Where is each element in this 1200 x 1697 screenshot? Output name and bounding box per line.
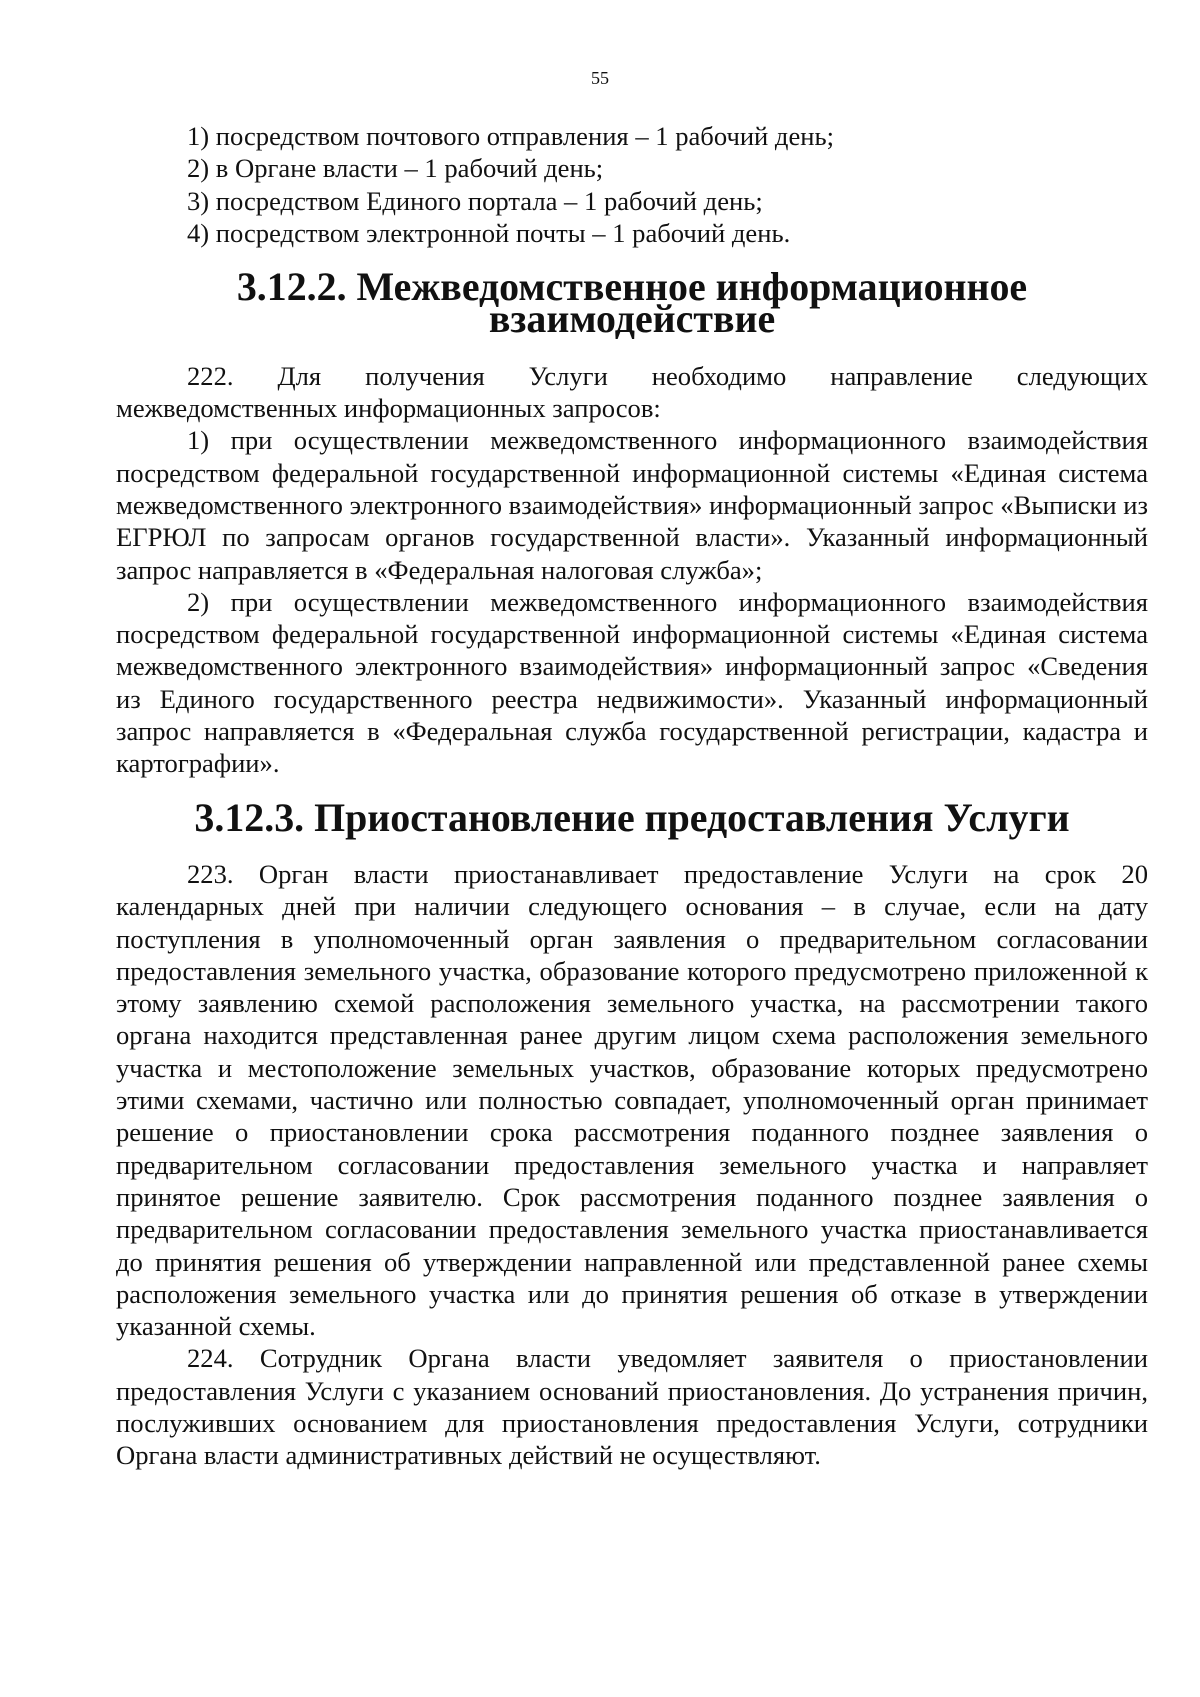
paragraph-222-item-1: 1) при осуществлении межведомственного информационного взаимодействия посредством федеральной государственной информационной системы «Единая система межведомственного электронного взаимодействия» информационный запрос «Выписки из ЕГРЮЛ по запросам органов государственной власти». Указанный информационный запрос направляется в «Федеральная налоговая служба»; xyxy=(116,425,1148,585)
page-number: 55 xyxy=(591,68,609,88)
document-body xyxy=(116,120,1148,1472)
paragraph-224: 224. Сотрудник Органа власти уведомляет заявителя о приостановлении предоставления Услуги с указанием оснований приостановления. До устранения причин, послуживших основанием для приостановления предоставления Услуги, сотрудники Органа власти административных действий не осуществляют. xyxy=(116,1343,1148,1471)
section-heading-3-12-2: 3.12.2. Межведомственное информационное взаимодействие xyxy=(236,264,1028,342)
paragraph-222: 222. Для получения Услуги необходимо направление следующих межведомственных информационных запросов: xyxy=(116,360,1148,424)
paragraph-222-item-2: 2) при осуществлении межведомственного информационного взаимодействия посредством федеральной государственной информационной системы «Единая система межведомственного электронного взаимодействия» информационный запрос «Сведения из Единого государственного реестра недвижимости». Указанный информационный запрос направляется в «Федеральная служба государственной регистрации, кадастра и картографии». xyxy=(116,586,1148,779)
list-item: 1) посредством почтового отправления – 1 рабочий день; xyxy=(187,121,835,151)
list-item: 4) посредством электронной почты – 1 рабочий день. xyxy=(187,217,791,248)
list-item: 2) в Органе власти – 1 рабочий день; xyxy=(187,153,604,184)
section-3-12-3-body xyxy=(116,858,1148,1472)
list-item: 3) посредством Единого портала – 1 рабочий день; xyxy=(187,185,763,216)
section-heading-3-12-3: 3.12.3. Приостановление предоставления Услуги xyxy=(194,794,1070,840)
delivery-terms-list xyxy=(116,120,1148,249)
section-3-12-2-body xyxy=(116,360,1148,780)
paragraph-223: 223. Орган власти приостанавливает предоставление Услуги на срок 20 календарных дней при наличии следующего основания – в случае, если на дату поступления в уполномоченный орган заявления о предварительном согласовании предоставления земельного участка, образование которого предусмотрено приложенной к этому заявлению схемой расположения земельного участка, на рассмотрении такого органа находится представленная ранее другим лицом схема расположения земельного участка и местоположение земельных участков, образование которых предусмотрено этими схемами, частично или полностью совпадает, уполномоченный орган принимает решение о приостановлении срока рассмотрения поданного позднее заявления о предварительном согласовании предоставления земельного участка и направляет принятое решение заявителю. Срок рассмотрения поданного позднее заявления о предварительном согласовании предоставления земельного участка приостанавливается до принятия решения об утверждении направленной или представленной ранее схемы расположения земельного участка или до принятия решения об отказе в утверждении указанной схемы. xyxy=(116,858,1148,1342)
